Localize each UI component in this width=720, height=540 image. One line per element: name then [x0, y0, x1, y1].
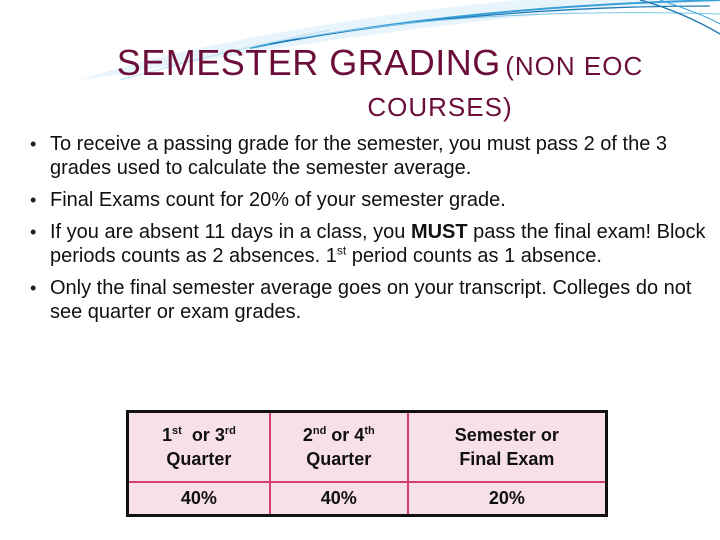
bullet-item [28, 276, 718, 324]
bullet-text: Final Exams count for 20% of your semester grade. [50, 189, 506, 211]
ordinal-suffix: nd [312, 424, 327, 437]
title-main: SEMESTER GRADING [116, 42, 501, 83]
header-num: 2 [302, 424, 313, 445]
bullet-text-post: period counts as 1 absence. [346, 245, 602, 267]
ordinal-suffix: st [172, 424, 182, 437]
header-text: or 4 [326, 424, 365, 445]
bullet-list [28, 132, 718, 332]
bullet-text-mid: pass the final exam! Block periods counts as 2 absences. 1 [50, 221, 706, 267]
ordinal-suffix: th [364, 424, 375, 437]
bullet-text: To receive a passing grade for the semester, you must pass 2 of the 3 grades used to calculate the semester average. [50, 133, 668, 179]
bullet-item [28, 132, 718, 180]
header-cell-quarter-2-4 [270, 412, 408, 482]
value-cell: 20% [408, 482, 607, 516]
header-text: Quarter [306, 448, 372, 469]
bullet-text: Only the final semester average goes on your transcript. Colleges do not see quarter or exam grades. [50, 277, 692, 323]
title-line2: COURSES) [367, 92, 513, 122]
header-text: Quarter [166, 448, 232, 469]
value-cell: 40% [128, 482, 270, 516]
title-paren: (NON EOC [505, 51, 644, 81]
slide-title [60, 40, 700, 124]
grade-weight-table [126, 410, 608, 517]
ordinal-suffix: st [336, 243, 347, 258]
bullet-text-pre: If you are absent 11 days in a class, you [50, 221, 411, 243]
bullet-item [28, 220, 718, 268]
value-cell: 40% [270, 482, 408, 516]
bullet-emphasis: MUST [410, 221, 468, 243]
header-text: Semester or [454, 424, 559, 445]
header-cell-quarter-1-3 [128, 412, 270, 482]
table-header-row [128, 412, 607, 482]
ordinal-suffix: rd [224, 424, 236, 437]
header-text: or 3 [181, 424, 225, 445]
bullet-item [28, 188, 718, 212]
header-num: 1 [162, 424, 173, 445]
header-cell-final-exam [408, 412, 607, 482]
table-value-row [128, 482, 607, 516]
header-text: Final Exam [459, 448, 555, 469]
